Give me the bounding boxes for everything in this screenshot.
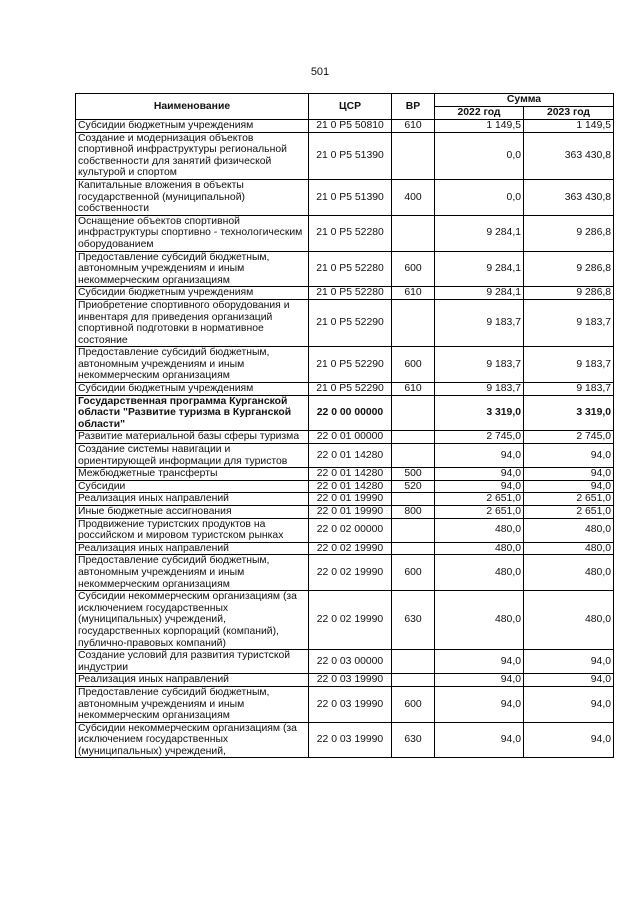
row-amount-2022-cell: 9 183,7: [435, 299, 524, 346]
row-name-cell: Субсидии бюджетным учреждениям: [76, 287, 309, 300]
row-amount-2023-cell: 94,0: [524, 686, 614, 722]
row-name-cell: Субсидии бюджетным учреждениям: [76, 383, 309, 396]
row-name-cell: Субсидии бюджетным учреждениям: [76, 120, 309, 133]
row-amount-2022-cell: 9 284,1: [435, 215, 524, 251]
row-amount-2022-cell: 94,0: [435, 468, 524, 481]
row-amount-2023-cell: 94,0: [524, 468, 614, 481]
row-vr-cell: [392, 395, 435, 431]
table-row: [76, 518, 614, 542]
row-code-cell: 21 0 Р5 50810: [309, 120, 392, 133]
row-code-cell: 22 0 03 19990: [309, 686, 392, 722]
table-row: [76, 674, 614, 687]
row-amount-2023-cell: 9 183,7: [524, 347, 614, 383]
row-code-cell: 22 0 03 19990: [309, 674, 392, 687]
table-row: [76, 591, 614, 650]
row-code-cell: 22 0 03 00000: [309, 650, 392, 674]
row-vr-cell: 500: [392, 468, 435, 481]
row-amount-2022-cell: 94,0: [435, 480, 524, 493]
row-vr-cell: 610: [392, 383, 435, 396]
row-amount-2022-cell: 94,0: [435, 444, 524, 468]
row-vr-cell: 600: [392, 347, 435, 383]
row-code-cell: 22 0 01 14280: [309, 480, 392, 493]
row-code-cell: 21 0 Р5 51390: [309, 179, 392, 215]
row-name-cell: Предоставление субсидий бюджетным, автономным учреждениям и иным некоммерческим организациям: [76, 251, 309, 287]
row-amount-2022-cell: 1 149,5: [435, 120, 524, 133]
row-code-cell: 22 0 01 19990: [309, 506, 392, 519]
row-amount-2022-cell: 480,0: [435, 518, 524, 542]
row-vr-cell: [392, 650, 435, 674]
row-amount-2023-cell: 94,0: [524, 650, 614, 674]
row-name-cell: Создание и модернизация объектов спортивной инфраструктуры региональной собственности для занятий физической культурой и спортом: [76, 132, 309, 179]
table-row: [76, 179, 614, 215]
table-row: [76, 299, 614, 346]
row-code-cell: 21 0 Р5 52290: [309, 299, 392, 346]
row-name-cell: Создание условий для развития туристской индустрии: [76, 650, 309, 674]
table-row: [76, 506, 614, 519]
row-amount-2023-cell: 94,0: [524, 722, 614, 758]
row-amount-2023-cell: 94,0: [524, 444, 614, 468]
row-code-cell: 22 0 03 19990: [309, 722, 392, 758]
table-row: [76, 383, 614, 396]
header-code: ЦСР: [309, 94, 392, 120]
row-name-cell: Капитальные вложения в объекты государственной (муниципальной) собственности: [76, 179, 309, 215]
row-code-cell: 22 0 01 00000: [309, 431, 392, 444]
row-code-cell: 21 0 Р5 52280: [309, 287, 392, 300]
row-vr-cell: [392, 431, 435, 444]
table-row: [76, 120, 614, 133]
row-vr-cell: 600: [392, 251, 435, 287]
row-name-cell: Продвижение туристских продуктов на российском и мировом туристском рынках: [76, 518, 309, 542]
row-amount-2022-cell: 2 651,0: [435, 493, 524, 506]
row-amount-2022-cell: 94,0: [435, 686, 524, 722]
row-amount-2023-cell: 94,0: [524, 480, 614, 493]
row-vr-cell: 800: [392, 506, 435, 519]
table-row: [76, 542, 614, 555]
row-name-cell: Субсидии: [76, 480, 309, 493]
row-amount-2022-cell: 9 183,7: [435, 347, 524, 383]
table-row: [76, 493, 614, 506]
row-name-cell: Реализация иных направлений: [76, 542, 309, 555]
header-year-2023: 2023 год: [524, 107, 614, 120]
row-amount-2023-cell: 480,0: [524, 555, 614, 591]
row-vr-cell: [392, 493, 435, 506]
row-code-cell: 22 0 02 19990: [309, 591, 392, 650]
row-amount-2022-cell: 480,0: [435, 591, 524, 650]
row-vr-cell: [392, 542, 435, 555]
table-row: [76, 468, 614, 481]
table-row: [76, 395, 614, 431]
row-amount-2022-cell: 94,0: [435, 722, 524, 758]
table-row: [76, 722, 614, 758]
table-row: [76, 215, 614, 251]
row-amount-2022-cell: 9 284,1: [435, 251, 524, 287]
budget-table: [75, 93, 614, 758]
row-amount-2023-cell: 94,0: [524, 674, 614, 687]
row-vr-cell: 600: [392, 686, 435, 722]
row-amount-2023-cell: 2 745,0: [524, 431, 614, 444]
row-code-cell: 21 0 Р5 51390: [309, 132, 392, 179]
row-amount-2023-cell: 480,0: [524, 591, 614, 650]
row-name-cell: Оснащение объектов спортивной инфраструктуры спортивно - технологическим оборудованием: [76, 215, 309, 251]
row-amount-2023-cell: 363 430,8: [524, 179, 614, 215]
row-amount-2023-cell: 2 651,0: [524, 493, 614, 506]
row-name-cell: Реализация иных направлений: [76, 493, 309, 506]
row-name-cell: Предоставление субсидий бюджетным, автономным учреждениям и иным некоммерческим организациям: [76, 347, 309, 383]
table-body: [76, 120, 614, 758]
row-name-cell: Иные бюджетные ассигнования: [76, 506, 309, 519]
row-amount-2023-cell: 9 286,8: [524, 287, 614, 300]
row-amount-2023-cell: 9 286,8: [524, 215, 614, 251]
table-row: [76, 431, 614, 444]
table-row: [76, 650, 614, 674]
header-year-2022: 2022 год: [435, 107, 524, 120]
table-row: [76, 480, 614, 493]
row-code-cell: 21 0 Р5 52290: [309, 347, 392, 383]
header-name: Наименование: [76, 94, 309, 120]
row-amount-2023-cell: 480,0: [524, 542, 614, 555]
row-vr-cell: [392, 132, 435, 179]
row-amount-2023-cell: 1 149,5: [524, 120, 614, 133]
row-name-cell: Субсидии некоммерческим организациям (за исключением государственных (муниципальных) учреждений, государственных корпораций (компаний), публично-правовых компаний): [76, 591, 309, 650]
row-amount-2022-cell: 0,0: [435, 132, 524, 179]
row-name-cell: Реализация иных направлений: [76, 674, 309, 687]
row-vr-cell: [392, 518, 435, 542]
table-row: [76, 132, 614, 179]
row-name-cell: Создание системы навигации и ориентирующей информации для туристов: [76, 444, 309, 468]
row-amount-2022-cell: 9 183,7: [435, 383, 524, 396]
row-code-cell: 22 0 02 00000: [309, 518, 392, 542]
row-amount-2022-cell: 480,0: [435, 555, 524, 591]
table-row: [76, 347, 614, 383]
row-vr-cell: 600: [392, 555, 435, 591]
row-amount-2022-cell: 94,0: [435, 674, 524, 687]
row-vr-cell: 630: [392, 722, 435, 758]
row-code-cell: 22 0 01 19990: [309, 493, 392, 506]
row-code-cell: 22 0 02 19990: [309, 555, 392, 591]
row-vr-cell: 630: [392, 591, 435, 650]
row-amount-2022-cell: 0,0: [435, 179, 524, 215]
row-code-cell: 22 0 00 00000: [309, 395, 392, 431]
row-name-cell: Государственная программа Курганской области "Развитие туризма в Курганской области": [76, 395, 309, 431]
row-name-cell: Приобретение спортивного оборудования и инвентаря для приведения организаций спортивной подготовки в нормативное состояние: [76, 299, 309, 346]
row-vr-cell: [392, 444, 435, 468]
row-amount-2023-cell: 480,0: [524, 518, 614, 542]
row-code-cell: 21 0 Р5 52280: [309, 251, 392, 287]
row-amount-2022-cell: 3 319,0: [435, 395, 524, 431]
row-code-cell: 22 0 01 14280: [309, 468, 392, 481]
table-row: [76, 555, 614, 591]
row-vr-cell: 520: [392, 480, 435, 493]
page-number: 501: [310, 66, 330, 78]
row-code-cell: 21 0 Р5 52280: [309, 215, 392, 251]
row-code-cell: 22 0 01 14280: [309, 444, 392, 468]
row-amount-2022-cell: 9 284,1: [435, 287, 524, 300]
row-amount-2023-cell: 3 319,0: [524, 395, 614, 431]
row-vr-cell: 610: [392, 120, 435, 133]
row-code-cell: 22 0 02 19990: [309, 542, 392, 555]
table-row: [76, 686, 614, 722]
row-vr-cell: [392, 215, 435, 251]
row-amount-2022-cell: 2 745,0: [435, 431, 524, 444]
table-row: [76, 287, 614, 300]
row-amount-2023-cell: 2 651,0: [524, 506, 614, 519]
row-amount-2023-cell: 363 430,8: [524, 132, 614, 179]
row-vr-cell: [392, 299, 435, 346]
table-row: [76, 444, 614, 468]
row-name-cell: Предоставление субсидий бюджетным, автономным учреждениям и иным некоммерческим организациям: [76, 555, 309, 591]
row-name-cell: Межбюджетные трансферты: [76, 468, 309, 481]
table-row: [76, 251, 614, 287]
row-amount-2023-cell: 9 183,7: [524, 299, 614, 346]
row-name-cell: Развитие материальной базы сферы туризма: [76, 431, 309, 444]
row-vr-cell: [392, 674, 435, 687]
row-amount-2022-cell: 2 651,0: [435, 506, 524, 519]
row-amount-2023-cell: 9 183,7: [524, 383, 614, 396]
header-sum: Сумма: [435, 94, 614, 107]
row-name-cell: Субсидии некоммерческим организациям (за исключением государственных (муниципальных) учреждений,: [76, 722, 309, 758]
header-vr: ВР: [392, 94, 435, 120]
row-amount-2023-cell: 9 286,8: [524, 251, 614, 287]
row-code-cell: 21 0 Р5 52290: [309, 383, 392, 396]
row-amount-2022-cell: 94,0: [435, 650, 524, 674]
table-header: [76, 94, 614, 120]
row-amount-2022-cell: 480,0: [435, 542, 524, 555]
row-vr-cell: 400: [392, 179, 435, 215]
row-vr-cell: 610: [392, 287, 435, 300]
row-name-cell: Предоставление субсидий бюджетным, автономным учреждениям и иным некоммерческим организациям: [76, 686, 309, 722]
